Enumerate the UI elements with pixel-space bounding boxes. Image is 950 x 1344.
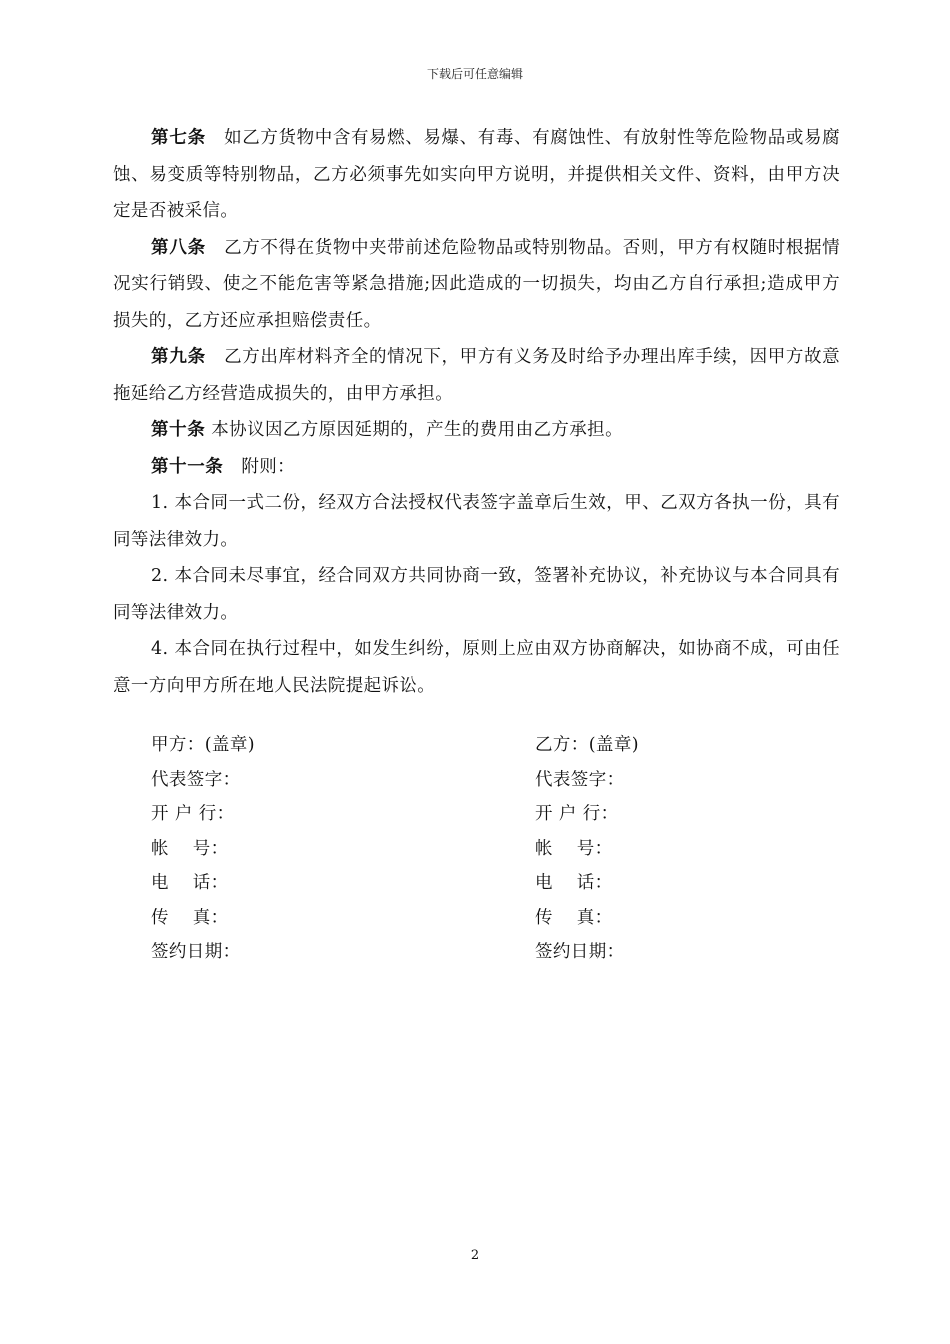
clause-4: 4. 本合同在执行过程中，如发生纠纷，原则上应由双方协商解决，如协商不成，可由任意一方向甲方所在地人民法院提起诉讼。 [113, 639, 840, 696]
page-header: 下载后可任意编辑 [426, 67, 523, 81]
article-7 [113, 120, 840, 230]
article-text: 附则： [241, 456, 296, 477]
party-a-phone: 电 话： [151, 873, 229, 893]
article-label: 第七条 [151, 128, 206, 148]
party-b-date: 签约日期： [535, 942, 625, 962]
party-b-signature [535, 728, 835, 970]
party-a-representative: 代表签字： [151, 769, 241, 790]
article-10 [113, 412, 840, 449]
article-sep [206, 128, 224, 148]
clause-1: 1. 本合同一式二份，经双方合法授权代表签字盖章后生效，甲、乙双方各执一份，具有同等法律效力。 [113, 493, 840, 550]
party-b-phone: 电 话： [535, 873, 613, 893]
article-label: 第十一条 [151, 456, 224, 477]
article-label: 第八条 [151, 237, 206, 258]
article-8 [113, 230, 840, 340]
article-text: 本协议因乙方原因延期的，产生的费用由乙方承担。 [211, 420, 623, 440]
article-sep [223, 457, 241, 477]
party-a-date: 签约日期： [151, 942, 241, 962]
article-sep [206, 347, 224, 367]
party-a-bank: 开 户 行： [151, 804, 235, 824]
party-b-account: 帐 号： [535, 838, 613, 859]
article-text: 如乙方货物中含有易燃、易爆、有毒、有腐蚀性、有放射性等危险物品或易腐蚀、易变质等特别物品，乙方必须事先如实向甲方说明，并提供相关文件、资料，由甲方决定是否被采信。 [113, 128, 840, 221]
party-a-seal: 甲方：(盖章) [151, 735, 255, 755]
party-a-fax: 传 真： [151, 907, 229, 928]
clause-2: 2. 本合同未尽事宜，经合同双方共同协商一致，签署补充协议，补充协议与本合同具有同等法律效力。 [113, 566, 840, 623]
article-11 [113, 449, 840, 486]
party-b-seal: 乙方：(盖章) [535, 735, 639, 755]
article-text: 乙方不得在货物中夹带前述危险物品或特别物品。否则，甲方有权随时根据情况实行销毁、使之不能危害等紧急措施;因此造成的一切损失，均由乙方自行承担;造成甲方损失的，乙方还应承担赔偿责任。 [113, 237, 840, 331]
party-b-bank: 开 户 行： [535, 804, 619, 824]
article-sep [206, 238, 224, 258]
contract-body [113, 120, 840, 704]
party-a-account: 帐 号： [151, 838, 229, 859]
party-a-signature [151, 728, 451, 970]
article-label: 第十条 [151, 420, 206, 440]
party-b-representative: 代表签字： [535, 769, 625, 790]
party-b-fax: 传 真： [535, 907, 613, 928]
page-number: 2 [470, 1248, 480, 1263]
article-9 [113, 339, 840, 412]
article-label: 第九条 [151, 347, 206, 367]
article-text: 乙方出库材料齐全的情况下，甲方有义务及时给予办理出库手续，因甲方故意拖延给乙方经营造成损失的，由甲方承担。 [113, 347, 840, 404]
